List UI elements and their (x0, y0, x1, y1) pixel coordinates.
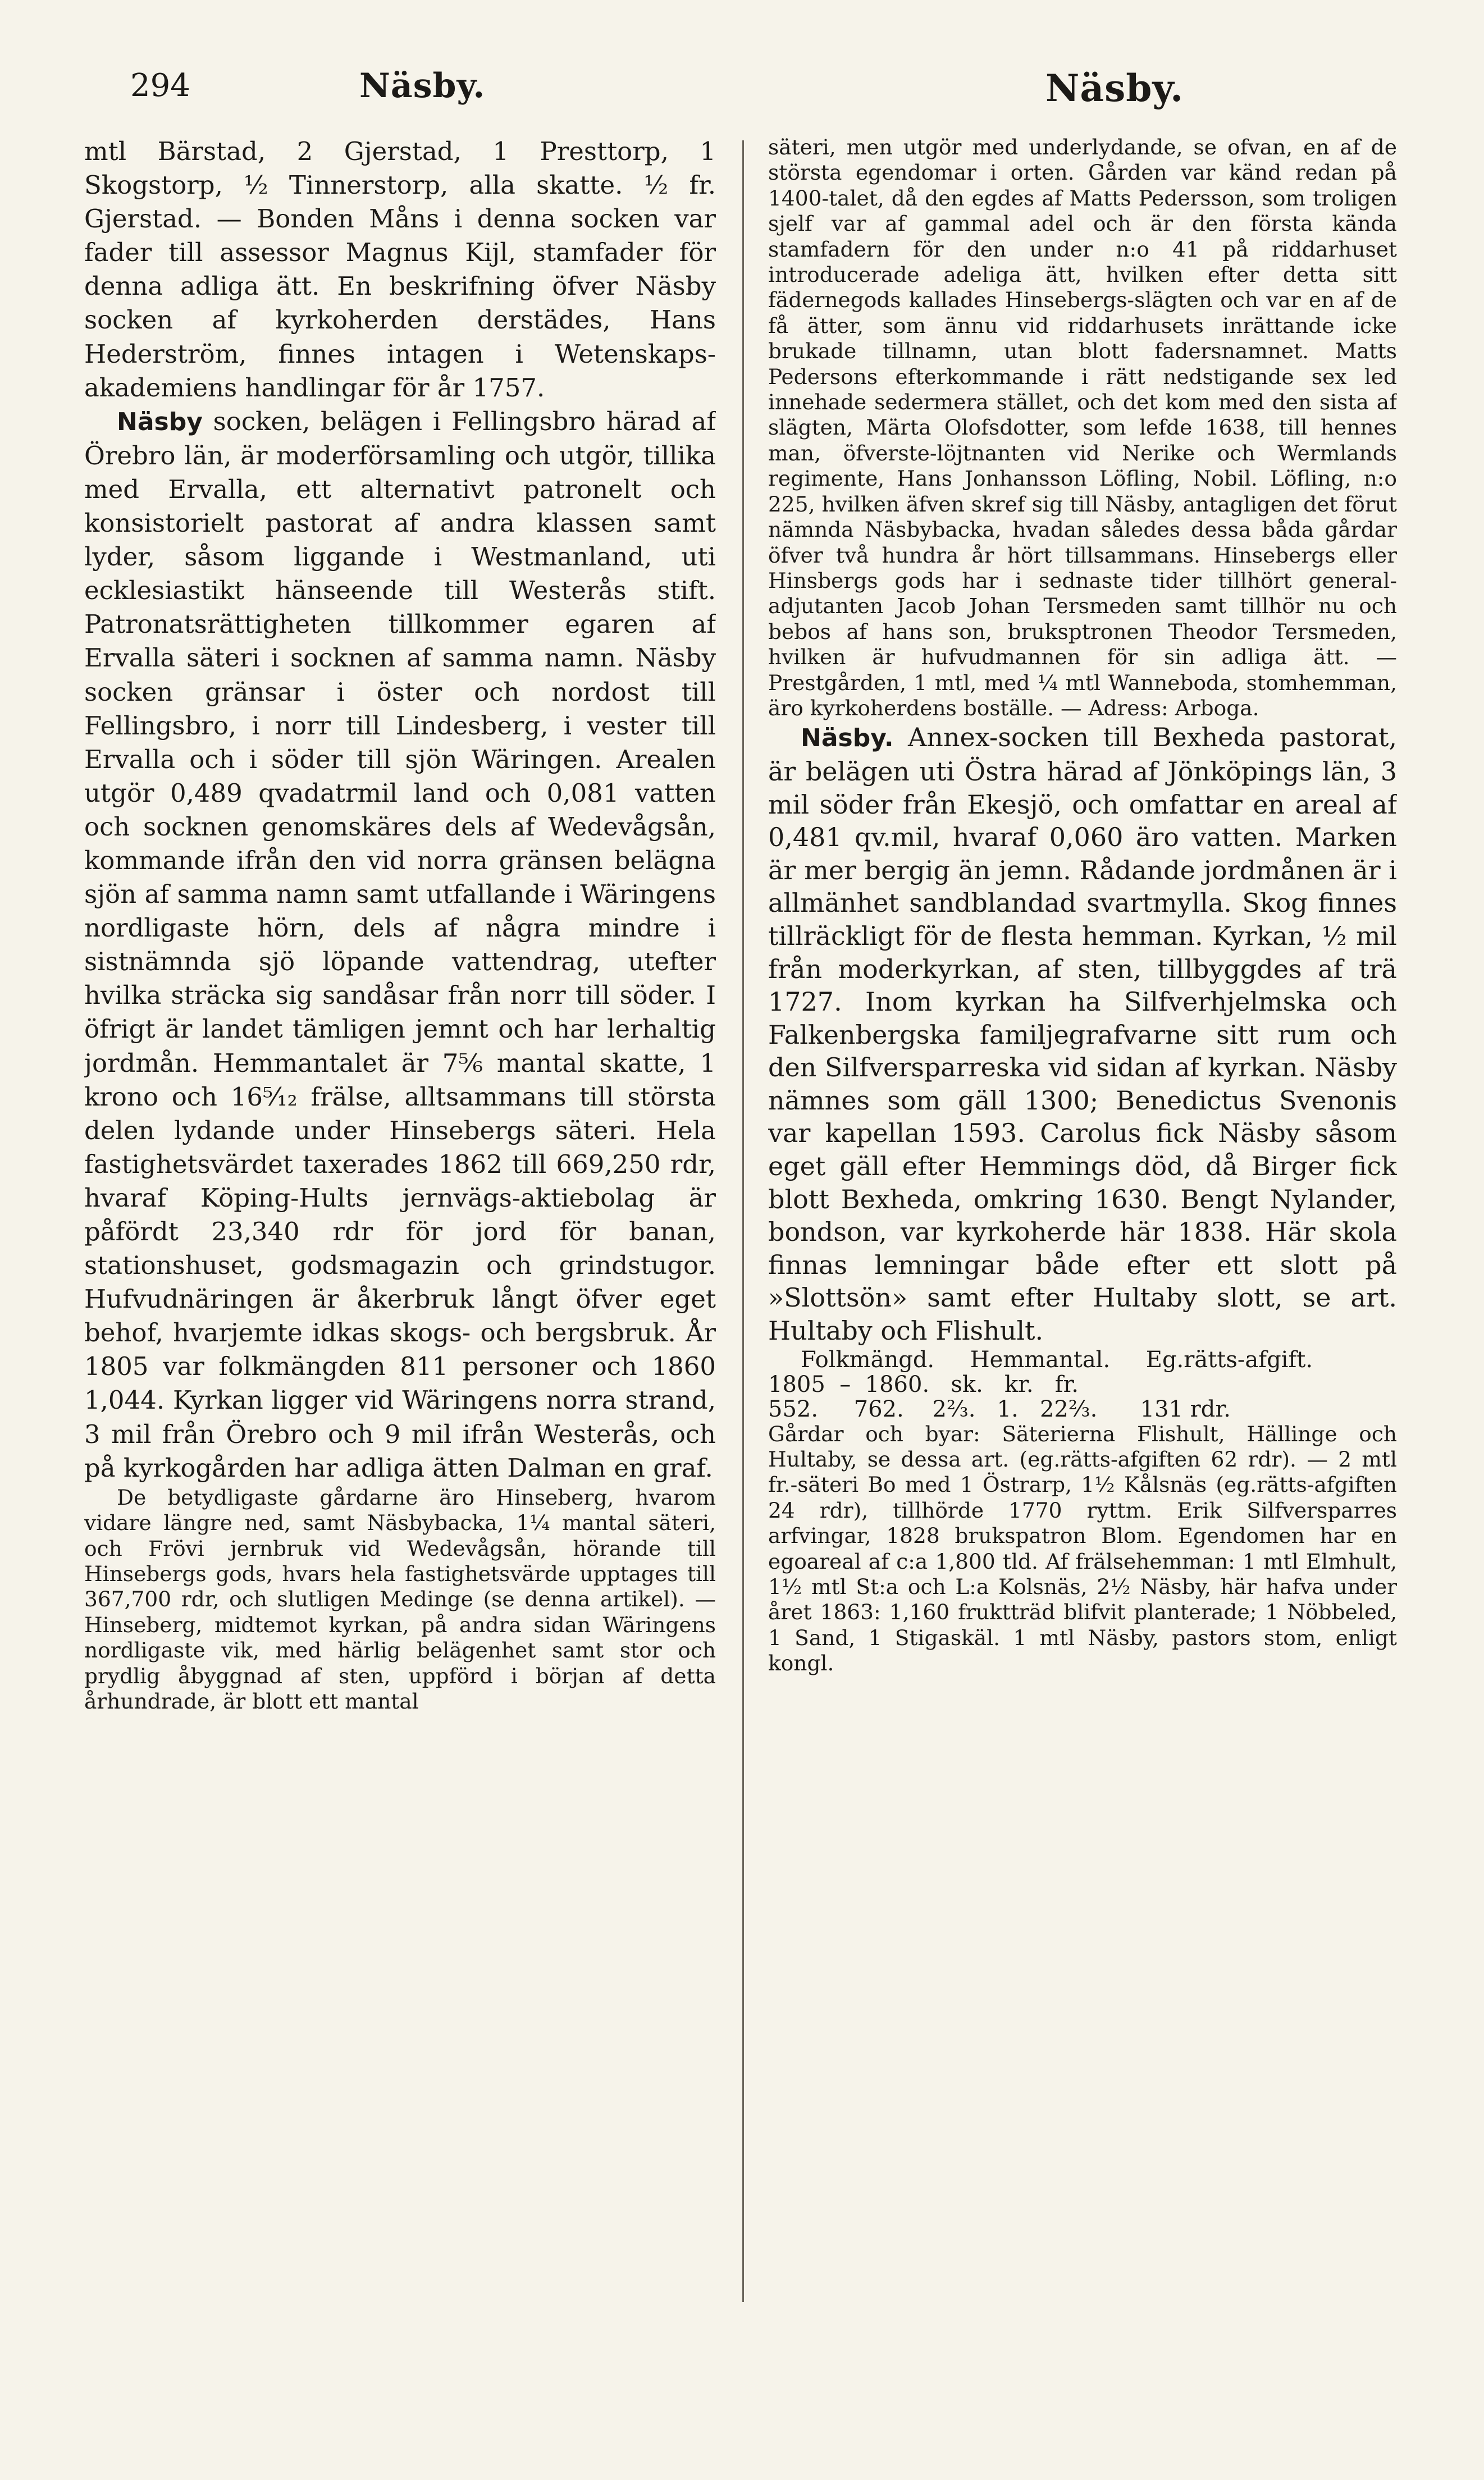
statistics-values: 552. 762. 2⅔. 1. 22⅔. 131 rdr. (768, 1396, 1231, 1422)
column-divider (742, 140, 744, 2302)
entry-heading-nasby-fellingsbro: Näsby (117, 407, 203, 436)
right-paragraph-1: säteri, men utgör med underlydande, se ofvan, en af de största egendomar i orten. Gården var känd redan på 1400-talet, då den egdes af Matts Pedersson, som troligen sjelf var af gammal adel och är den första kända stamfadern för den under n:o 41 på riddarhuset introducerade adeliga ätt, hvilken efter detta sitt fädernegods kallades Hinsebergs-slägten och var en af de få ätter, som ännu vid riddarhusets inrättande icke brukade tillnamn, utan blott fadersnamnet. Matts Pedersons efterkommande i rätt nedstigande sex led innehade sedermera stället, och det kom med den sista af slägten, Märta Olofsdotter, som lefde 1638, till hennes man, öfverste-löjtnanten vid Nerike och Wermlands regimente, Hans Jonhansson Löfling, Nobil. Löfling, n:o 225, hvilken äfven skref sig till Näsby, antagligen det förut nämnda Näsbybacka, hvadan således dessa båda gårdar öfver två hundra år hört tillsammans. Hinsebergs eller Hinsbergs gods har i sednaste tider tillhört general-adjutanten Jacob Johan Tersmeden samt tillhör nu och bebos af hans son, bruksptronen Theodor Tersmeden, hvilken är hufvudmannen för sin adliga ätt. — Prestgården, 1 mtl, med ¼ mtl Wanneboda, stomhemman, äro kyrkoherdens boställe. — Adress: Arboga. (768, 135, 1397, 720)
right-running-head: Näsby. (1045, 66, 1184, 110)
statistics-table (768, 1348, 1397, 1422)
left-column (84, 135, 716, 1714)
left-running-head: Näsby. (359, 66, 486, 106)
left-paragraph-2 (84, 405, 716, 1485)
right-paragraph-2 (768, 721, 1397, 1347)
right-column (768, 135, 1397, 1677)
statistics-header: Folkmängd. Hemmantal. Eg.rätts-afgift. (801, 1346, 1313, 1373)
left-paragraph-1: mtl Bärstad, 2 Gjerstad, 1 Presttorp, 1 Skogstorp, ½ Tinnerstorp, alla skatte. ½ fr. Gjerstad. — Bonden Måns i denna socken var fader till assessor Magnus Kijl, stamfader för denna adliga ätt. En beskrifning öfver Näsby socken af kyrkoherden derstädes, Hans Hederström, finnes intagen i Wetenskaps-akademiens handlingar för år 1757. (84, 136, 716, 403)
statistics-subheader: 1805 – 1860. sk. kr. fr. (768, 1371, 1079, 1397)
left-paragraph-2-body: socken, belägen i Fellingsbro härad af Örebro län, är moderförsamling och utgör, tillika med Ervalla, ett alternativt patronelt och konsistorielt pastorat af andra klassen samt lyder, såsom liggande i Westmanland, uti ecklesiastikt hänseende till Westerås stift. Patronatsrättigheten tillkommer egaren af Ervalla säteri i socknen af samma namn. Näsby socken gränsar i öster och nordost till Fellingsbro, i norr till Lindesberg, i vester till Ervalla och i söder till sjön Wäringen. Arealen utgör 0,489 qvadatrmil land och 0,081 vatten och socknen genomskäres dels af Wedevågsån, kommande ifrån den vid norra gränsen belägna sjön af samma namn samt utfallande i Wäringens nordligaste hörn, dels af några mindre i sistnämnda sjö löpande vattendrag, utefter hvilka sträcka sig sandåsar från norr till söder. I öfrigt är landet tämligen jemnt och har lerhaltig jordmån. Hemmantalet är 7⁵⁄₆ mantal skatte, 1 krono och 16⁵⁄₁₂ frälse, alltsammans till största delen lydande under Hinsebergs säteri. Hela fastighetsvärdet taxerades 1862 till 669,250 rdr, hvaraf Köping-Hults jernvägs-aktiebolag är påfördt 23,340 rdr för jord för banan, stationshuset, godsmagazin och grindstugor. Hufvudnäringen är åkerbruk långt öfver eget behof, hvarjemte idkas skogs- och bergsbruk. År 1805 var folkmängden 811 personer och 1860 1,044. Kyrkan ligger vid Wäringens norra strand, 3 mil från Örebro och 9 mil ifrån Westerås, och på kyrkogården har adliga ätten Dalman en graf. (84, 406, 716, 1483)
page-number: 294 (130, 67, 190, 104)
entry-heading-nasby-jonkoping: Näsby. (801, 724, 894, 753)
right-paragraph-2-body: Annex-socken till Bexheda pastorat, är belägen uti Östra härad af Jönköpings län, 3 mil söder från Ekesjö, och omfattar en areal af 0,481 qv.mil, hvaraf 0,060 äro vatten. Marken är mer bergig än jemn. Rådande jordmånen är i allmänhet sandblandad svartmylla. Skog finnes tillräckligt för de flesta hemman. Kyrkan, ½ mil från moderkyrkan, af sten, tillbyggdes af trä 1727. Inom kyrkan ha Silfverhjelmska och Falkenbergska familjegrafvarne sitt rum och den Silfversparreska vid sidan af kyrkan. Näsby nämnes som gäll 1300; Benedictus Svenonis var kapellan 1593. Carolus fick Näsby såsom eget gäll efter Hemmings död, då Birger fick blott Bexheda, omkring 1630. Bengt Nylander, bondson, var kyrkoherde här 1838. Här skola finnas lemningar både efter ett slott på »Slottsön» samt efter Hultaby slott, se art. Hultaby och Flishult. (768, 722, 1397, 1346)
left-paragraph-3: De betydligaste gårdarne äro Hinseberg, hvarom vidare längre ned, samt Näsbybacka, 1¼ mantal säteri, och Frövi jernbruk vid Wedevågsån, hörande till Hinsebergs gods, hvars hela fastighetsvärde upptages till 367,700 rdr, och slutligen Medinge (se denna artikel). — Hinseberg, midtemot kyrkan, på andra sidan Wäringens nordligaste vik, med härlig belägenhet samt stor och prydlig åbyggnad af sten, uppförd i början af detta århundrade, är blott ett mantal (84, 1485, 716, 1714)
right-paragraph-3: Gårdar och byar: Säterierna Flishult, Hällinge och Hultaby, se dessa art. (eg.rätts-afgiften 62 rdr). — 2 mtl fr.-säteri Bo med 1 Östrarp, 1½ Kålsnäs (eg.rätts-afgiften 24 rdr), tillhörde 1770 ryttm. Erik Silfversparres arfvingar, 1828 brukspatron Blom. Egendomen har en egoareal af c:a 1,800 tld. Af frälsehemman: 1 mtl Elmhult, 1½ mtl St:a och L:a Kolsnäs, 2½ Näsby, här hafva under året 1863: 1,160 fruktträd blifvit planterade; 1 Nöbbeled, 1 Sand, 1 Stigaskäl. 1 mtl Näsby, pastors stom, enligt kongl. (768, 1421, 1397, 1676)
